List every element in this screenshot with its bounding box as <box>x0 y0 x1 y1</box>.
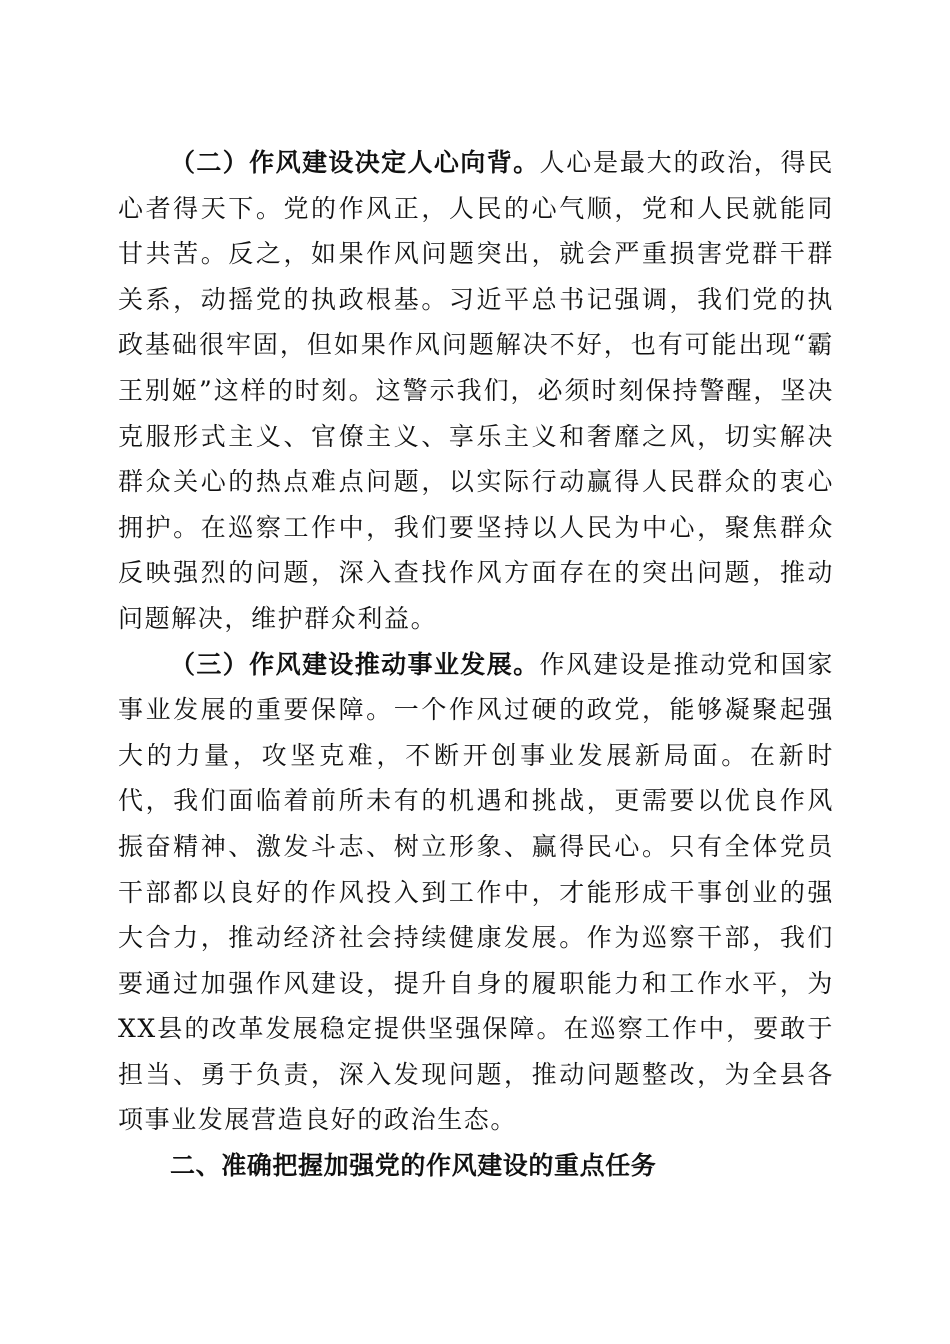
document-body <box>118 140 834 1189</box>
paragraph-work-style-decides-popular-support <box>118 140 834 642</box>
section-heading: 二、准确把握加强党的作风建设的重点任务 <box>170 1151 657 1181</box>
paragraph-text: 人心是最大的政治，得民心者得天下。党的作风正，人民的心气顺，党和人民就能同甘共苦。反之，如果作风问题突出，就会严重损害党群干群关系，动摇党的执政根基。习近平总书记强调，我们党的执政基础很牢固，但如果作风问题解决不好，也有可能出现“霸王别姬”这样的时刻。这警示我们，必须时刻保持警醒，坚决克服形式主义、官僚主义、享乐主义和奢靡之风，切实解决群众关心的热点难点问题，以实际行动赢得人民群众的衷心拥护。在巡察工作中，我们要坚持以人民为中心，聚焦群众反映强烈的问题，深入查找作风方面存在的突出问题，推动问题解决，维护群众利益。 <box>118 148 834 633</box>
paragraph-lead-heading: （三）作风建设推动事业发展。 <box>170 649 540 679</box>
paragraph-lead-heading: （二）作风建设决定人心向背。 <box>170 148 540 177</box>
paragraph-work-style-promotes-development <box>118 642 834 1144</box>
paragraph-text: 作风建设是推动党和国家事业发展的重要保障。一个作风过硬的政党，能够凝聚起强大的力量，攻坚克难，不断开创事业发展新局面。在新时代，我们面临着前所未有的机遇和挑战，更需要以优良作风振奋精神、激发斗志、树立形象、赢得民心。只有全体党员干部都以良好的作风投入到工作中，才能形成干事创业的强大合力，推动经济社会持续健康发展。作为巡察干部，我们要通过加强作风建设，提升自身的履职能力和工作水平，为XX县的改革发展稳定提供坚强保障。在巡察工作中，要敢于担当、勇于负责，深入发现问题，推动问题整改，为全县各项事业发展营造良好的政治生态。 <box>118 649 834 1135</box>
